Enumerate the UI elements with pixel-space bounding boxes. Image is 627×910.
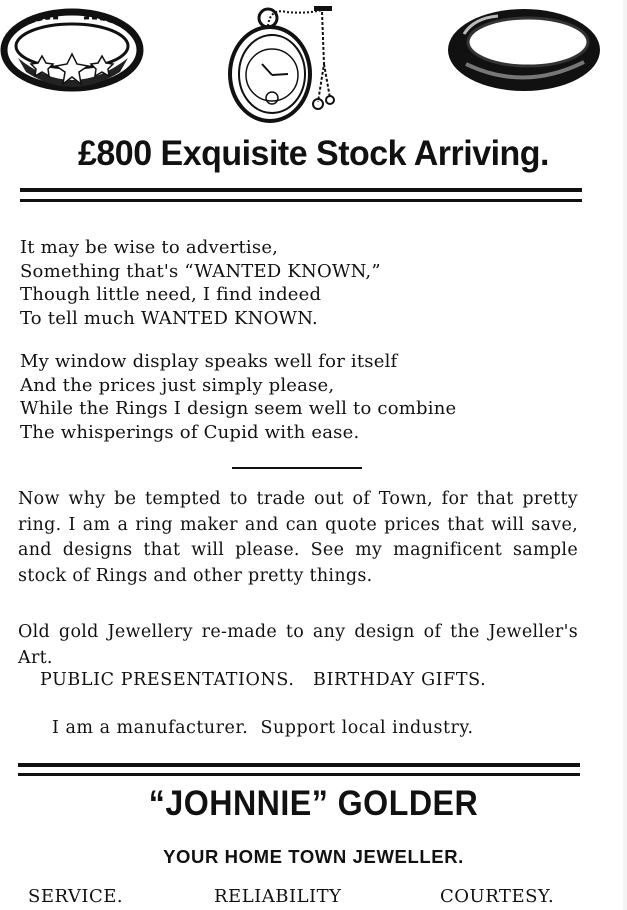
- headline: £800 Exquisite Stock Arriving.: [78, 134, 549, 173]
- poem-line: My window display speaks well for itself: [20, 351, 398, 372]
- gem-ring-icon: [0, 6, 150, 98]
- pocket-watch-icon: [226, 4, 362, 126]
- poem-line: Something that's “WANTED KNOWN,”: [20, 260, 381, 282]
- poem-line: To tell much WANTED KNOWN.: [20, 307, 318, 329]
- footer-rule-thick: [18, 763, 580, 767]
- poem-line: The whisperings of Cupid with ease.: [20, 421, 360, 443]
- value-reliability: RELIABILITY: [214, 886, 342, 907]
- section-divider: [232, 467, 362, 469]
- footer-rule-thin: [18, 773, 580, 776]
- value-service: SERVICE.: [28, 886, 124, 907]
- jeweller-name: “JOHNNIE” GOLDER: [148, 784, 479, 823]
- poem-stanza-1: [20, 236, 381, 330]
- poem-line: While the Rings I design seem well to combine: [20, 398, 457, 419]
- poem-stanza-2: [20, 350, 456, 444]
- presentations-line: PUBLIC PRESENTATIONS. BIRTHDAY GIFTS.: [40, 670, 487, 690]
- wedding-band-icon: [444, 4, 606, 96]
- jeweller-tagline: YOUR HOME TOWN JEWELLER.: [163, 846, 464, 867]
- headline-rule-thin: [20, 199, 582, 202]
- value-courtesy: COURTESY.: [440, 886, 555, 907]
- body-paragraph-2: Old gold Jewellery re-made to any design of the Jeweller's Art.: [18, 622, 578, 668]
- poem-line: It may be wise to advertise,: [20, 237, 279, 258]
- manufacturer-line: I am a manufacturer. Support local industry.: [52, 718, 474, 738]
- poem-line: And the prices just simply please,: [20, 374, 335, 396]
- headline-rule-thick: [20, 188, 582, 192]
- poem-line: Though little need, I find indeed: [20, 284, 322, 305]
- body-paragraph-1: Now why be tempted to trade out of Town, for that pretty ring. I am a ring maker and can quote prices that will save, and designs that will please. See my magnificent sample stock of Rings and other pretty things.: [18, 489, 578, 586]
- page-edge: [623, 0, 627, 910]
